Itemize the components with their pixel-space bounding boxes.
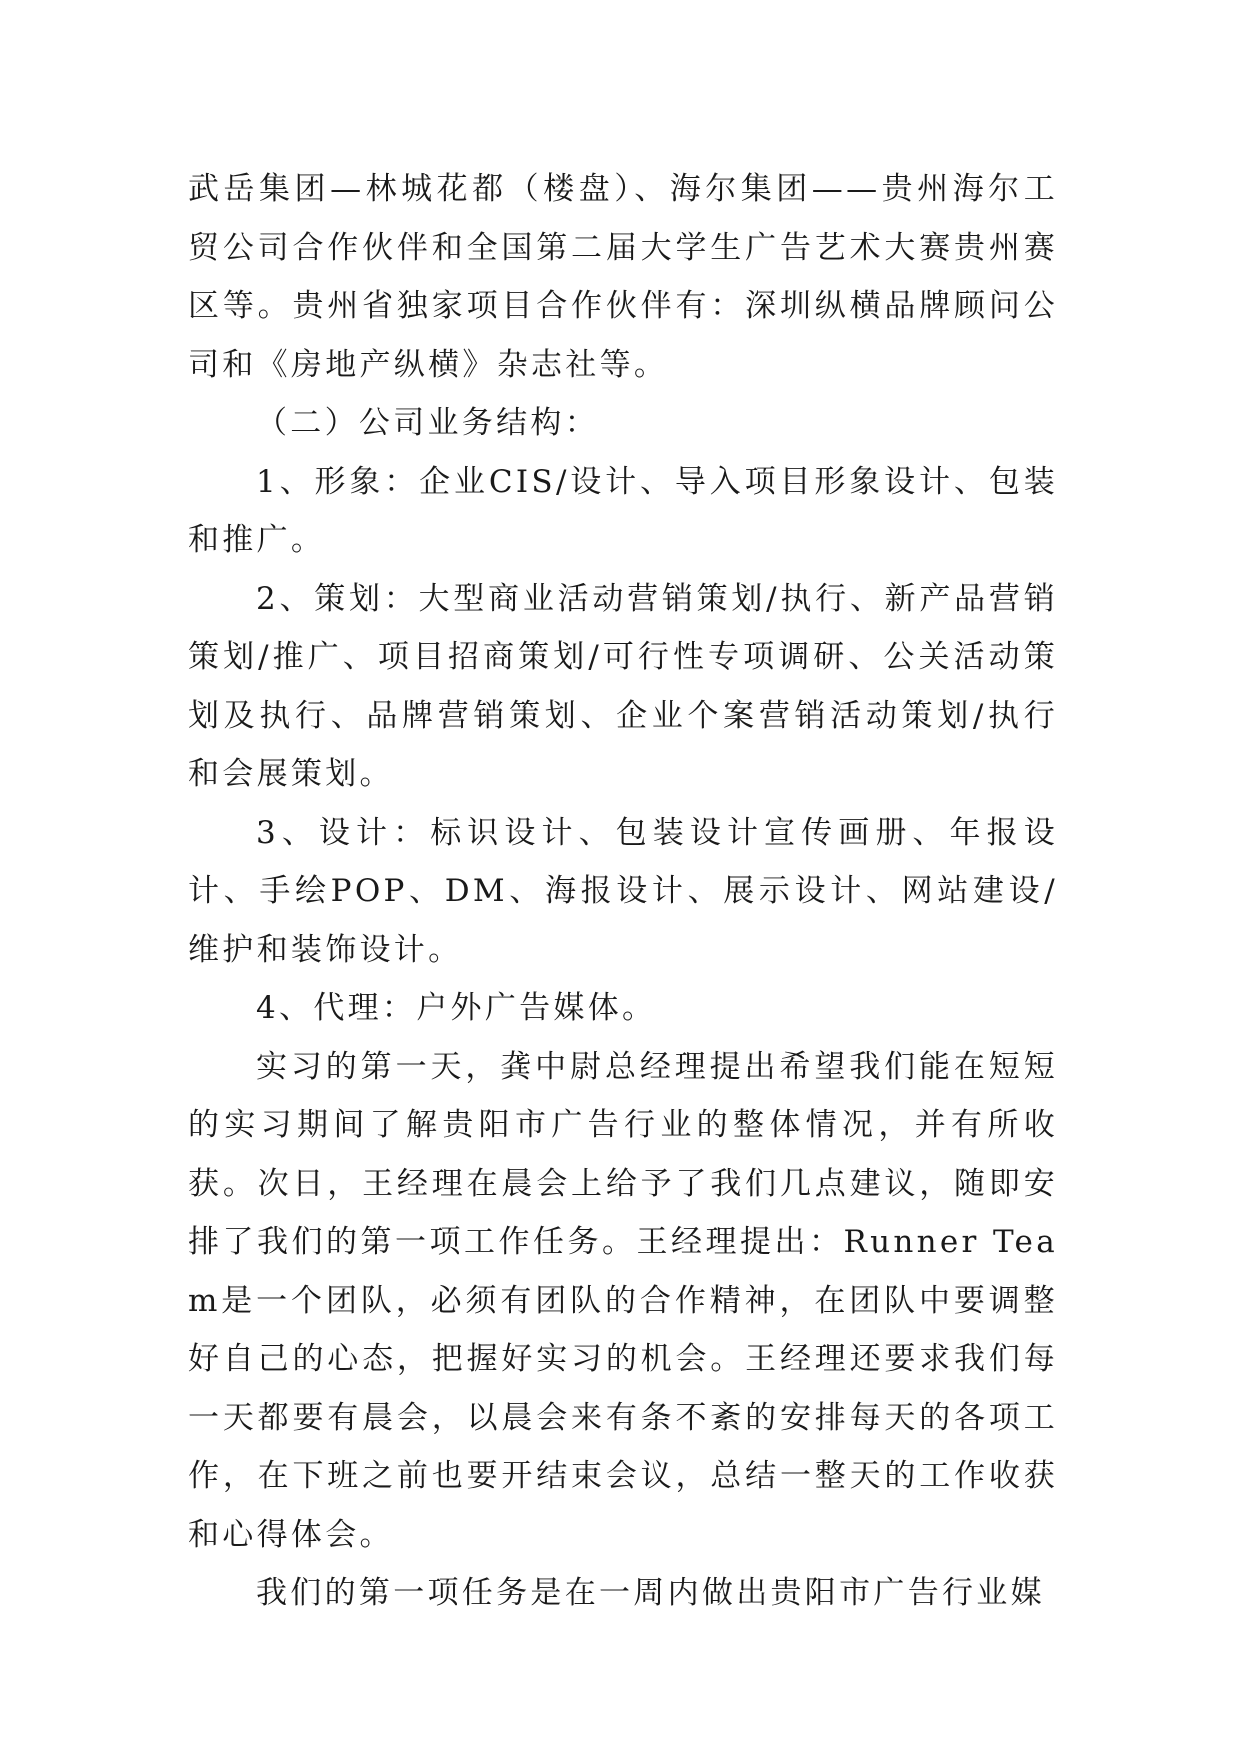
- first-task-paragraph: 我们的第一项任务是在一周内做出贵阳市广告行业媒: [256, 1575, 1045, 1611]
- list-item-planning: 2、策划：大型商业活动营销策划/执行、新产品营销策划/推广、项目招商策划/可行性专项调研、公关活动策划及执行、品牌营销策划、企业个案营销活动策划/执行和会展策划。: [188, 580, 1058, 792]
- list-item-agency: 4、代理：户外广告媒体。: [256, 990, 657, 1026]
- list-item-design: 3、设计：标识设计、包装设计宣传画册、年报设计、手绘POP、DM、海报设计、展示设计、网站建设/维护和装饰设计。: [188, 814, 1058, 968]
- business-structure-heading: （二）公司业务结构：: [256, 405, 599, 441]
- partners-paragraph: 武岳集团—林城花都（楼盘）、海尔集团——贵州海尔工贸公司合作伙伴和全国第二届大学生广告艺术大赛贵州赛区等。贵州省独家项目合作伙伴有：深圳纵横品牌顾问公司和《房地产纵横》杂志社等。: [188, 171, 1058, 383]
- document-body: [188, 160, 1058, 1623]
- first-day-paragraph: 实习的第一天，龚中尉总经理提出希望我们能在短短的实习期间了解贵阳市广告行业的整体情况，并有所收获。次日，王经理在晨会上给予了我们几点建议，随即安排了我们的第一项工作任务。王经理提出：Runner Team是一个团队，必须有团队的合作精神，在团队中要调整好自己的心态，把握好实习的机会。王经理还要求我们每一天都要有晨会，以晨会来有条不紊的安排每天的各项工作，在下班之前也要开结束会议，总结一整天的工作收获和心得体会。: [188, 1048, 1058, 1553]
- list-item-image: 1、形象：企业CIS/设计、导入项目形象设计、包装和推广。: [188, 463, 1058, 558]
